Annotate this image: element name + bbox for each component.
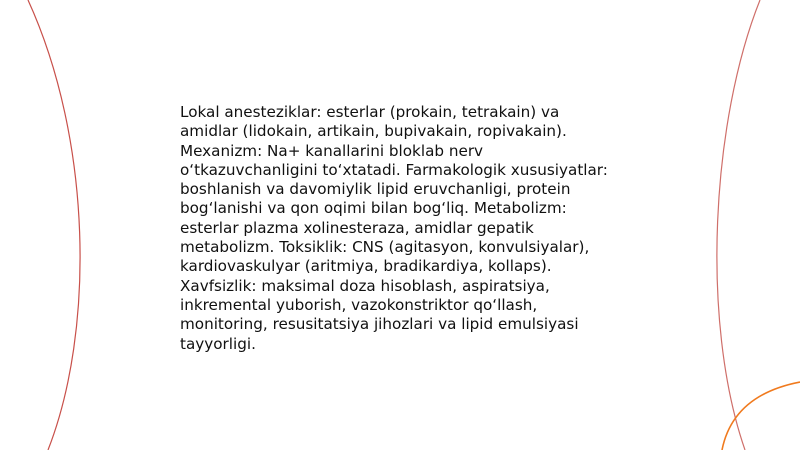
orange-arc: [722, 382, 800, 450]
right-arc: [717, 0, 760, 450]
body-text: Lokal anesteziklar: esterlar (prokain, tetrakain) va amidlar (lidokain, artikain, bupivakain, ropivakain). Mexanizm: Na+ kanallarini bloklab nerv o‘tkazuvchanligini to‘xtatadi. Farmakologik xususiyatlar: boshlanish va davomiylik lipid eruvchanligi, protein bog‘lanishi va qon oqimi bilan bog‘liq. Metabolizm: esterlar plazma xolinesteraza, amidlar gepatik metabolizm. Toksiklik: CNS (agitasyon, konvulsiyalar), kardiovaskulyar (aritmiya, bradikardiya, kollaps). Xavfsizlik: maksimal doza hisoblash, aspiratsiya, inkremental yuborish, vazokonstriktor qo‘llash, monitoring, resusitatsiya jihozlari va lipid emulsiyasi tayyorligi.: [180, 103, 608, 353]
left-arc: [28, 0, 80, 450]
